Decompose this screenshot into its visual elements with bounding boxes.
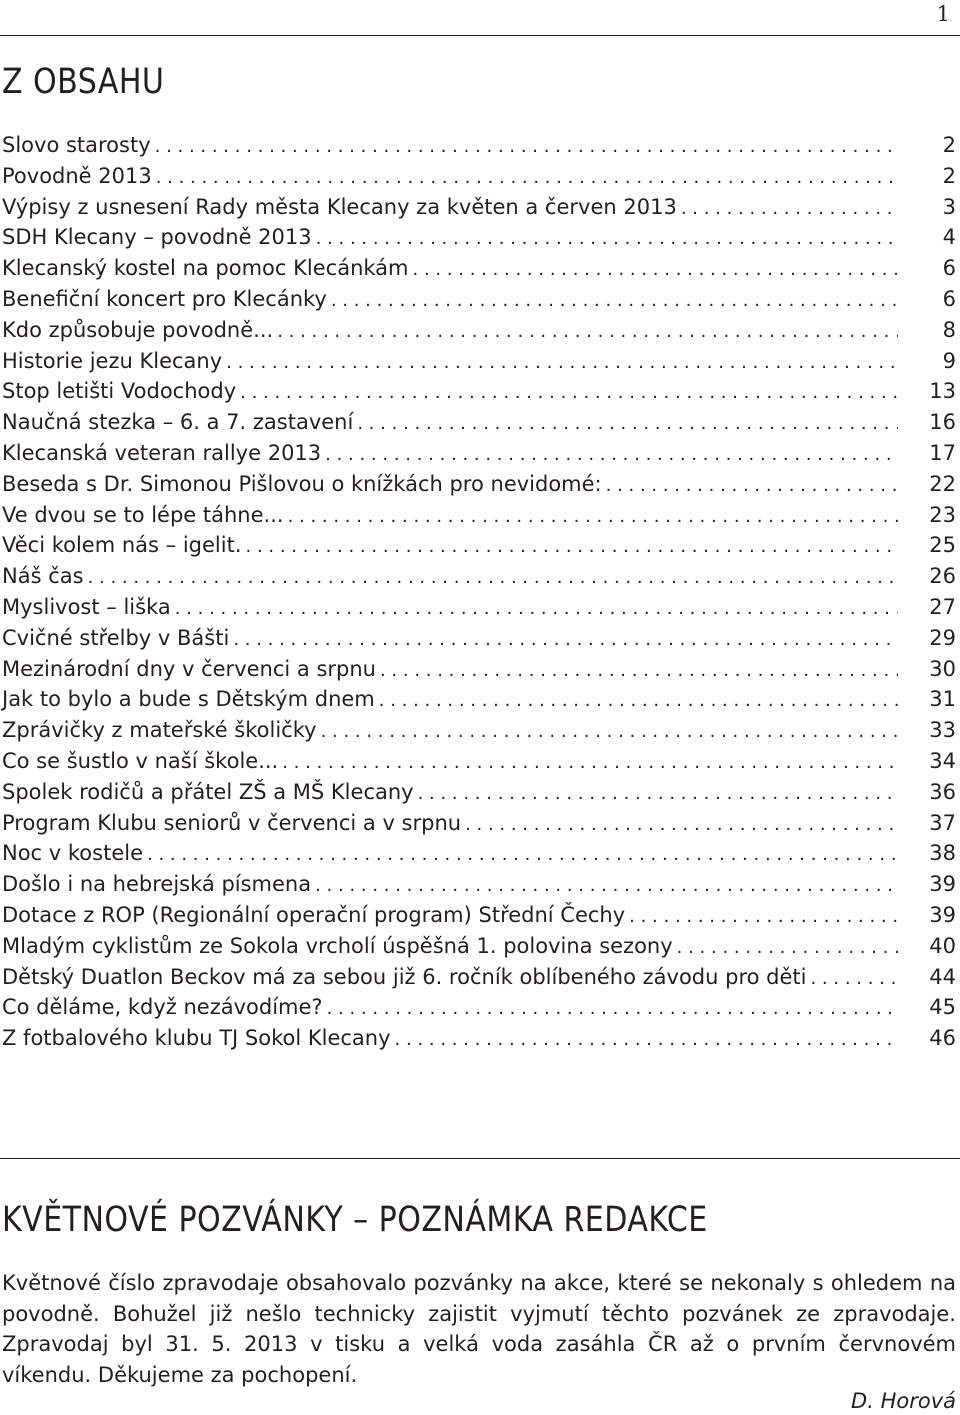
page-number: 1 bbox=[936, 2, 950, 26]
toc-entry-title: Stop letišti Vodochody bbox=[2, 379, 237, 404]
toc-dot-leader bbox=[246, 532, 899, 563]
toc-entry-page: 44 bbox=[929, 964, 956, 989]
table-of-contents bbox=[2, 130, 956, 1054]
toc-entry-page: 31 bbox=[929, 687, 956, 712]
toc-entry bbox=[2, 715, 956, 746]
toc-entry bbox=[2, 315, 956, 346]
toc-entry-page: 45 bbox=[929, 995, 956, 1020]
note-signature: D. Horová bbox=[851, 1389, 956, 1413]
toc-entry bbox=[2, 284, 956, 315]
toc-dot-leader bbox=[175, 594, 898, 625]
toc-dot-leader bbox=[282, 748, 898, 779]
toc-dot-leader bbox=[316, 224, 898, 255]
toc-entry-page: 36 bbox=[929, 779, 956, 804]
toc-entry bbox=[2, 222, 956, 253]
toc-entry-page: 2 bbox=[942, 163, 956, 188]
toc-entry-title: Program Klubu seniorů v červenci a v srpnu bbox=[2, 810, 462, 835]
toc-entry-title: Jak to bylo a bude s Dětským dnem bbox=[2, 687, 375, 712]
toc-entry-title: Dětský Duatlon Beckov má za sebou již 6. ročník oblíbeného závodu pro děti bbox=[2, 964, 807, 989]
toc-dot-leader bbox=[156, 163, 898, 194]
toc-dot-leader bbox=[321, 717, 898, 748]
toc-entry-page: 6 bbox=[942, 286, 956, 311]
toc-entry bbox=[2, 777, 956, 808]
toc-dot-leader bbox=[418, 779, 898, 810]
toc-entry-page: 2 bbox=[942, 133, 956, 157]
toc-entry bbox=[2, 346, 956, 377]
toc-dot-leader bbox=[465, 810, 898, 841]
toc-entry-title: Klecanská veteran rallye 2013 bbox=[2, 440, 322, 465]
toc-entry-title: Náš čas bbox=[2, 564, 84, 589]
toc-entry-title: Myslivost – liška bbox=[2, 594, 171, 619]
toc-entry bbox=[2, 684, 956, 715]
toc-entry-page: 30 bbox=[929, 656, 956, 681]
toc-dot-leader bbox=[233, 625, 898, 656]
toc-entry-page: 3 bbox=[942, 194, 956, 219]
toc-entry-page: 6 bbox=[942, 256, 956, 281]
toc-entry-page: 39 bbox=[929, 872, 956, 897]
toc-entry-title: Věci kolem nás – igelit. bbox=[2, 533, 242, 558]
note-heading: KVĚTNOVÉ POZVÁNKY – POZNÁMKA REDAKCE bbox=[2, 1200, 708, 1240]
toc-entry bbox=[2, 469, 956, 500]
toc-entry-title: Mladým cyklistům ze Sokola vrcholí úspěšná 1. polovina sezony bbox=[2, 933, 673, 958]
toc-entry bbox=[2, 808, 956, 839]
toc-entry-page: 29 bbox=[929, 625, 956, 650]
toc-entry bbox=[2, 962, 956, 993]
toc-entry bbox=[2, 746, 956, 777]
toc-entry bbox=[2, 900, 956, 931]
toc-entry-page: 39 bbox=[929, 902, 956, 927]
toc-entry-title: Slovo starosty bbox=[2, 133, 151, 157]
toc-entry bbox=[2, 253, 956, 284]
toc-dot-leader bbox=[277, 317, 898, 348]
toc-entry-page: 26 bbox=[929, 564, 956, 589]
toc-entry-page: 46 bbox=[929, 1026, 956, 1051]
toc-entry-page: 8 bbox=[942, 317, 956, 342]
toc-entry bbox=[2, 407, 956, 438]
toc-dot-leader bbox=[88, 563, 898, 594]
toc-entry-title: Beseda s Dr. Simonou Pišlovou o knížkách pro nevidomé: bbox=[2, 471, 602, 496]
toc-dot-leader bbox=[327, 994, 898, 1025]
toc-entry bbox=[2, 623, 956, 654]
toc-entry bbox=[2, 869, 956, 900]
note-body: Květnové číslo zpravodaje obsahovalo pozvánky na akce, které se nekonaly s ohledem na povodně. Bohužel již nešlo technicky zajistit vyjmutí těchto pozvánek ze zpravodaje. Zpravodaj byl 31. 5. 2013 v tisku a velká voda zasáhla ČR až o prvním červnovém víkendu. Děkujeme za pochopení. bbox=[2, 1271, 956, 1387]
toc-entry-page: 40 bbox=[929, 933, 956, 958]
toc-entry bbox=[2, 1023, 956, 1054]
toc-dot-leader bbox=[147, 840, 898, 871]
toc-dot-leader bbox=[395, 1025, 898, 1056]
toc-heading: Z OBSAHU bbox=[2, 62, 165, 102]
toc-entry-page: 34 bbox=[929, 748, 956, 773]
toc-entry bbox=[2, 530, 956, 561]
toc-entry bbox=[2, 376, 956, 407]
toc-entry-page: 22 bbox=[929, 471, 956, 496]
toc-dot-leader bbox=[681, 194, 898, 225]
toc-entry-page: 27 bbox=[929, 594, 956, 619]
toc-entry-page: 33 bbox=[929, 718, 956, 743]
toc-dot-leader bbox=[357, 409, 898, 440]
toc-entry-page: 37 bbox=[929, 810, 956, 835]
toc-entry-title: Ve dvou se to lépe táhne... bbox=[2, 502, 284, 527]
toc-entry-page: 38 bbox=[929, 841, 956, 866]
toc-entry-page: 16 bbox=[929, 410, 956, 435]
toc-dot-leader bbox=[155, 132, 898, 163]
toc-entry-title: SDH Klecany – povodně 2013 bbox=[2, 225, 312, 250]
toc-dot-leader bbox=[380, 656, 898, 687]
toc-entry-page: 4 bbox=[942, 225, 956, 250]
toc-entry bbox=[2, 654, 956, 685]
toc-entry bbox=[2, 161, 956, 192]
toc-entry-title: Povodně 2013 bbox=[2, 163, 152, 188]
toc-entry-title: Historie jezu Klecany bbox=[2, 348, 223, 373]
toc-entry bbox=[2, 130, 956, 161]
toc-dot-leader bbox=[325, 440, 898, 471]
toc-entry-page: 25 bbox=[929, 533, 956, 558]
toc-entry-title: Výpisy z usnesení Rady města Klecany za květen a červen 2013 bbox=[2, 194, 677, 219]
toc-entry bbox=[2, 500, 956, 531]
toc-entry-title: Naučná stezka – 6. a 7. zastavení bbox=[2, 410, 354, 435]
section-divider bbox=[0, 1158, 960, 1159]
toc-entry bbox=[2, 192, 956, 223]
toc-dot-leader bbox=[288, 502, 898, 533]
toc-entry bbox=[2, 931, 956, 962]
toc-entry-page: 23 bbox=[929, 502, 956, 527]
toc-entry-title: Zprávičky z mateřské školičky bbox=[2, 718, 317, 743]
toc-dot-leader bbox=[413, 255, 899, 286]
toc-dot-leader bbox=[315, 871, 898, 902]
toc-entry bbox=[2, 992, 956, 1023]
toc-entry bbox=[2, 438, 956, 469]
toc-entry-title: Z fotbalového klubu TJ Sokol Klecany bbox=[2, 1026, 391, 1051]
toc-entry-title: Noc v kostele bbox=[2, 841, 143, 866]
toc-entry-title: Kdo způsobuje povodně... bbox=[2, 317, 274, 342]
toc-dot-leader bbox=[629, 902, 898, 933]
toc-dot-leader bbox=[810, 964, 898, 995]
toc-entry bbox=[2, 592, 956, 623]
toc-entry-page: 9 bbox=[942, 348, 956, 373]
toc-dot-leader bbox=[226, 348, 898, 379]
toc-entry-title: Dotace z ROP (Regionální operační program) Střední Čechy bbox=[2, 902, 626, 927]
toc-entry-title: Spolek rodičů a přátel ZŠ a MŠ Klecany bbox=[2, 779, 414, 804]
toc-entry-page: 17 bbox=[929, 440, 956, 465]
toc-entry bbox=[2, 838, 956, 869]
toc-dot-leader bbox=[240, 378, 898, 409]
toc-entry-title: Co se šustlo v naší škole... bbox=[2, 748, 279, 773]
toc-entry-title: Benefiční koncert pro Klecánky bbox=[2, 286, 327, 311]
toc-entry-title: Co děláme, když nezávodíme? bbox=[2, 995, 323, 1020]
toc-entry bbox=[2, 561, 956, 592]
toc-entry-title: Klecanský kostel na pomoc Klecánkám bbox=[2, 256, 409, 281]
toc-dot-leader bbox=[606, 471, 898, 502]
toc-entry-title: Cvičné střelby v Bášti bbox=[2, 625, 230, 650]
toc-entry-title: Mezinárodní dny v červenci a srpnu bbox=[2, 656, 376, 681]
toc-dot-leader bbox=[379, 686, 898, 717]
toc-entry-page: 13 bbox=[929, 379, 956, 404]
top-divider bbox=[0, 35, 960, 36]
toc-entry-title: Došlo i na hebrejská písmena bbox=[2, 872, 312, 897]
toc-dot-leader bbox=[677, 933, 898, 964]
toc-dot-leader bbox=[331, 286, 898, 317]
